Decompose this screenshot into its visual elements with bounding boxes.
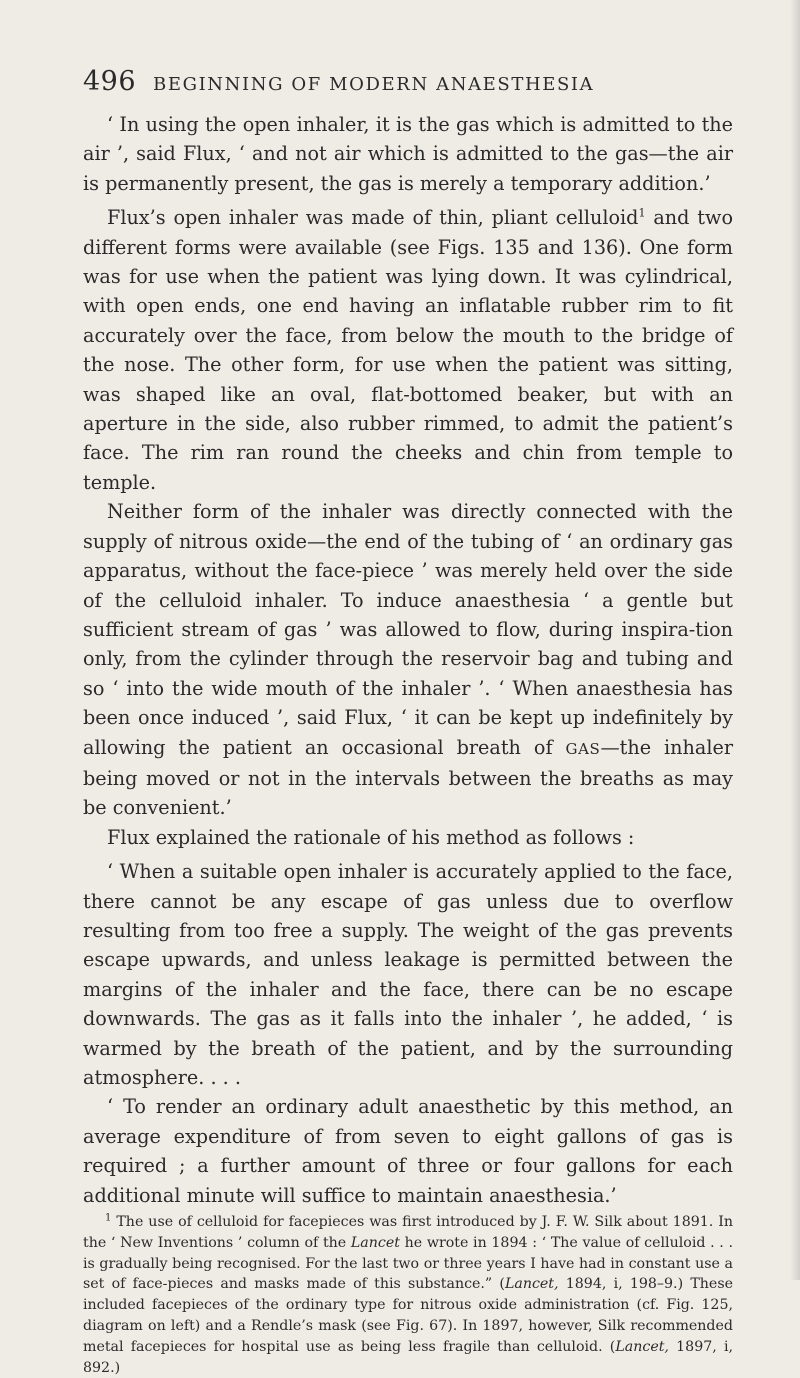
running-title: BEGINNING OF MODERN ANAESTHESIA <box>153 74 595 95</box>
paragraph-6: ‘ To render an ordinary adult anaesthetic by this method, an average expenditure of from seven to eight gallons of gas is required ; a further amount of three or four gallons for each additional minute will suffice to maintain anaesthesia.’ <box>83 1095 733 1207</box>
paragraph-4: Flux explained the rationale of his method as follows : <box>107 825 635 849</box>
paragraph-2-start: Flux’s open inhaler was made of thin, pliant celluloid <box>107 206 639 230</box>
footnote-journal-3: Lancet, <box>615 1338 669 1355</box>
footnote-text-4: 1897, i, 892.) <box>83 1338 734 1376</box>
footnote <box>83 1212 733 1378</box>
paragraph-2-rest: and two different forms were available (see Figs. 135 and 136). One form was for use when the patient was lying down. It was cylindrical, with open ends, one end having an inflatable rubber rim to fit accurately over the face, from below the mouth to the bridge of the nose. The other form, for use when the patient was sitting, was shaped like an oval, flat-bottomed beaker, but with an aperture in the side, also rubber rimmed, to admit the patient’s face. The rim ran round the cheeks and chin from temple to temple. <box>83 206 733 494</box>
footnote-text-3: 1894, i, 198–9.) These included facepieces of the ordinary type for nitrous oxide administration (cf. Fig. 125, diagram on left) and a Rendle’s mask (see Fig. 67). In 1897, however, Silk recommended metal facepieces for hospital use as being less fragile than celluloid. ( <box>83 1276 733 1355</box>
footnote-journal-2: Lancet, <box>504 1276 559 1293</box>
paragraph-3-rest: —the inhaler being moved or not in the intervals between the breaths as may be convenient.’ <box>83 735 733 820</box>
footnote-journal-1: Lancet <box>350 1234 400 1251</box>
paragraph-1: ‘ In using the open inhaler, it is the gas which is admitted to the air ’, said Flux, ‘ and not air which is admitted to the gas—the air is permanently present, the gas is merely a temporary addition.’ <box>83 113 733 195</box>
small-caps-word: GAS <box>565 739 601 758</box>
footnote-reference: 1 <box>638 206 646 220</box>
paragraph-3 <box>83 497 733 822</box>
page-number: 496 <box>83 66 137 97</box>
paragraph-2 <box>83 203 733 497</box>
book-page <box>83 66 733 1378</box>
page-header <box>83 66 733 106</box>
paragraph-3-start: Neither form of the inhaler was directly connected with the supply of nitrous oxide—the end of the tubing of ‘ an ordinary gas apparatus, without the face-piece ’ was merely held over the side of the celluloid inhaler. To induce anaesthesia ‘ a gentle but sufficient stream of gas ’ was allowed to flow, during inspira-tion only, from the cylinder through the reservoir bag and tubing and so ‘ into the wide mouth of the inhaler ’. ‘ When anaesthesia has been once induced ’, said Flux, ‘ it can be kept up indefinitely by allowing the patient an occasional breath of <box>83 500 733 759</box>
footnote-text-1: The use of celluloid for facepieces was first introduced by J. F. W. Silk about 1891. In the ‘ New Inventions ’ column of the <box>83 1214 733 1251</box>
footnote-text-2: he wrote in 1894 : ‘ The value of celluloid . . . is gradually being recognised. For the last two or three years I have had in constant use a set of face-pieces and masks made of this substance.” ( <box>83 1234 733 1293</box>
footnote-marker: 1 <box>105 1212 112 1224</box>
paragraph-5: ‘ When a suitable open inhaler is accurately applied to the face, there cannot be any escape of gas unless due to overflow resulting from too free a supply. The weight of the gas prevents escape upwards, and unless leakage is permitted between the margins of the inhaler and the face, there can be no escape downwards. The gas as it falls into the inhaler ’, he added, ‘ is warmed by the breath of the patient, and by the surrounding atmosphere. . . . <box>83 860 733 1089</box>
page-edge-shadow <box>790 0 800 1280</box>
